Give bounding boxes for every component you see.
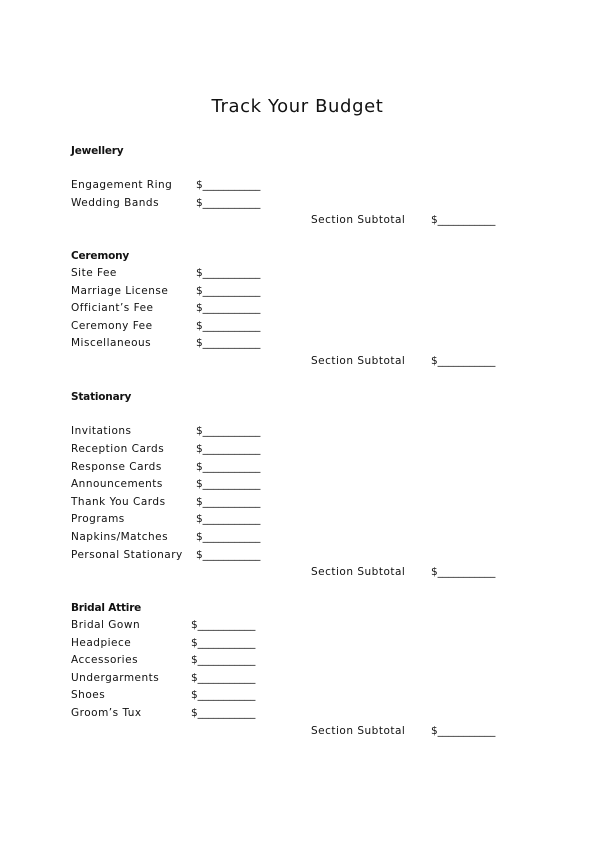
line-item-label: Site Fee: [71, 267, 117, 279]
line-item: [0, 689, 595, 705]
amount-blank: $___________: [196, 478, 261, 490]
amount-blank: $___________: [196, 513, 261, 525]
section-subtotal: [0, 566, 595, 582]
line-item-label: Miscellaneous: [71, 337, 152, 349]
line-item-label: Engagement Ring: [71, 179, 173, 191]
subtotal-label: Section Subtotal: [311, 725, 406, 737]
section-heading-stationary: Stationary: [71, 391, 132, 403]
amount-blank: $___________: [196, 267, 261, 279]
line-item: [0, 197, 595, 213]
section-subtotal: [0, 725, 595, 741]
section-heading-bridal-attire: Bridal Attire: [71, 602, 142, 614]
line-item-label: Ceremony Fee: [71, 320, 153, 332]
line-item-label: Programs: [71, 513, 125, 525]
section-subtotal: [0, 214, 595, 230]
line-item: [0, 513, 595, 529]
line-item-label: Shoes: [71, 689, 106, 701]
amount-blank: $___________: [196, 320, 261, 332]
line-item: [0, 443, 595, 459]
amount-blank: $___________: [196, 461, 261, 473]
subtotal-blank: $___________: [431, 214, 496, 226]
subtotal-label: Section Subtotal: [311, 214, 406, 226]
subtotal-blank: $___________: [431, 725, 496, 737]
line-item-label: Bridal Gown: [71, 619, 141, 631]
line-item: [0, 337, 595, 353]
line-item-label: Officiant’s Fee: [71, 302, 154, 314]
line-item-label: Thank You Cards: [71, 496, 166, 508]
line-item: [0, 496, 595, 512]
line-item: [0, 654, 595, 670]
page-title: Track Your Budget: [211, 96, 384, 117]
line-item-label: Announcements: [71, 478, 163, 490]
amount-blank: $___________: [196, 496, 261, 508]
amount-blank: $___________: [196, 302, 261, 314]
line-item-label: Personal Stationary: [71, 549, 183, 561]
amount-blank: $___________: [196, 443, 261, 455]
line-item: [0, 461, 595, 477]
amount-blank: $___________: [196, 179, 261, 191]
section-subtotal: [0, 355, 595, 371]
line-item-label: Marriage License: [71, 285, 169, 297]
line-item: [0, 320, 595, 336]
section-heading-ceremony: Ceremony: [71, 250, 130, 262]
line-item-label: Accessories: [71, 654, 139, 666]
line-item: [0, 637, 595, 653]
amount-blank: $___________: [191, 619, 256, 631]
subtotal-blank: $___________: [431, 355, 496, 367]
line-item-label: Undergarments: [71, 672, 160, 684]
line-item: [0, 302, 595, 318]
line-item: [0, 478, 595, 494]
amount-blank: $___________: [196, 425, 261, 437]
line-item: [0, 179, 595, 195]
amount-blank: $___________: [191, 654, 256, 666]
subtotal-blank: $___________: [431, 566, 496, 578]
section-heading-jewellery: Jewellery: [71, 145, 124, 157]
line-item-label: Wedding Bands: [71, 197, 160, 209]
amount-blank: $___________: [196, 531, 261, 543]
line-item: [0, 619, 595, 635]
amount-blank: $___________: [196, 285, 261, 297]
amount-blank: $___________: [191, 637, 256, 649]
line-item: [0, 425, 595, 441]
line-item: [0, 285, 595, 301]
line-item-label: Response Cards: [71, 461, 162, 473]
amount-blank: $___________: [196, 337, 261, 349]
line-item: [0, 707, 595, 723]
subtotal-label: Section Subtotal: [311, 566, 406, 578]
amount-blank: $___________: [191, 689, 256, 701]
line-item-label: Headpiece: [71, 637, 132, 649]
line-item: [0, 267, 595, 283]
line-item-label: Invitations: [71, 425, 132, 437]
line-item-label: Groom’s Tux: [71, 707, 142, 719]
line-item: [0, 549, 595, 565]
line-item-label: Napkins/Matches: [71, 531, 169, 543]
amount-blank: $___________: [196, 197, 261, 209]
amount-blank: $___________: [191, 672, 256, 684]
line-item: [0, 672, 595, 688]
line-item: [0, 531, 595, 547]
line-item-label: Reception Cards: [71, 443, 165, 455]
subtotal-label: Section Subtotal: [311, 355, 406, 367]
amount-blank: $___________: [196, 549, 261, 561]
amount-blank: $___________: [191, 707, 256, 719]
